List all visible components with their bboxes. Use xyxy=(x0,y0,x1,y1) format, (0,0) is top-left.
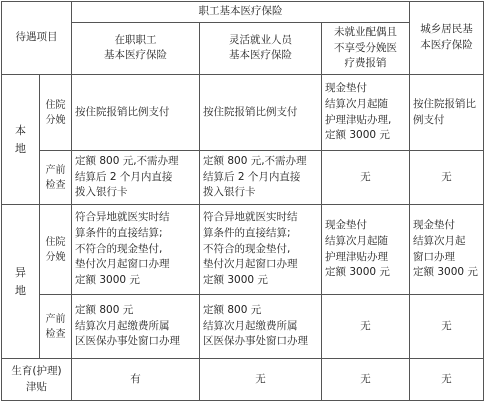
footer-label: 生育(护理) 津贴 xyxy=(2,359,72,401)
region-label: 异 地 xyxy=(2,205,40,359)
table-cell: 有 xyxy=(72,359,200,401)
region-label: 本 地 xyxy=(2,75,40,205)
table-row xyxy=(2,151,484,205)
table-cell: 现金垫付 结算次月起随 护理津贴办理 定额 3000 元 xyxy=(322,205,410,295)
row-item-label: 产前 检查 xyxy=(40,295,72,359)
row-item-label: 住院 分娩 xyxy=(40,205,72,295)
table-cell: 定额 800 元 结算次月起缴费所属 区医保办事处窗口办理 xyxy=(72,295,200,359)
table-cell: 符合异地就医实时结 算条件的直接结算; 不符合的现金垫付, 垫付次月起窗口办理 定额 3000 元 xyxy=(72,205,200,295)
column-header-flexible: 灵活就业人员 基本医疗保险 xyxy=(200,22,322,74)
group-header: 职工基本医疗保险 xyxy=(72,2,410,23)
header-top-left: 待遇项目 xyxy=(2,2,72,75)
footer-row xyxy=(2,359,484,401)
table-cell: 定额 800 元,不需办理 结算后 2 个月内直接 拨入银行卡 xyxy=(72,151,200,205)
header-row-1 xyxy=(2,2,484,23)
table-cell: 现金垫付 结算次月起 窗口办理 定额 3000 元 xyxy=(410,205,484,295)
table-cell: 无 xyxy=(322,295,410,359)
table-cell: 符合异地就医实时结 算条件的直接结算; 不符合的现金垫付, 垫付次月起窗口办理 定额 3000 元 xyxy=(200,205,322,295)
benefits-table xyxy=(1,1,484,401)
table-cell: 按住院报销比例支付 xyxy=(200,75,322,151)
column-header-resident: 城乡居民基 本医疗保险 xyxy=(410,2,484,75)
table-row xyxy=(2,295,484,359)
table-cell: 定额 800 元 结算次月起缴费所属 区医保办事处窗口办理 xyxy=(200,295,322,359)
table-cell: 无 xyxy=(322,359,410,401)
table-cell: 无 xyxy=(410,359,484,401)
table-cell: 按住院报销比 例支付 xyxy=(410,75,484,151)
table-cell: 定额 800 元,不需办理 结算后 2 个月内直接 拨入银行卡 xyxy=(200,151,322,205)
table-row xyxy=(2,75,484,151)
row-item-label: 住院 分娩 xyxy=(40,75,72,151)
table-row xyxy=(2,205,484,295)
table-cell: 无 xyxy=(322,151,410,205)
table-cell: 无 xyxy=(200,359,322,401)
row-item-label: 产前 检查 xyxy=(40,151,72,205)
column-header-employed: 在职职工 基本医疗保险 xyxy=(72,22,200,74)
table-cell: 按住院报销比例支付 xyxy=(72,75,200,151)
column-header-spouse: 未就业配偶且 不享受分娩医 疗费报销 xyxy=(322,22,410,74)
table-cell: 无 xyxy=(410,295,484,359)
table-cell: 无 xyxy=(410,151,484,205)
table-cell: 现金垫付 结算次月起随 护理津贴办理, 定额 3000 元 xyxy=(322,75,410,151)
